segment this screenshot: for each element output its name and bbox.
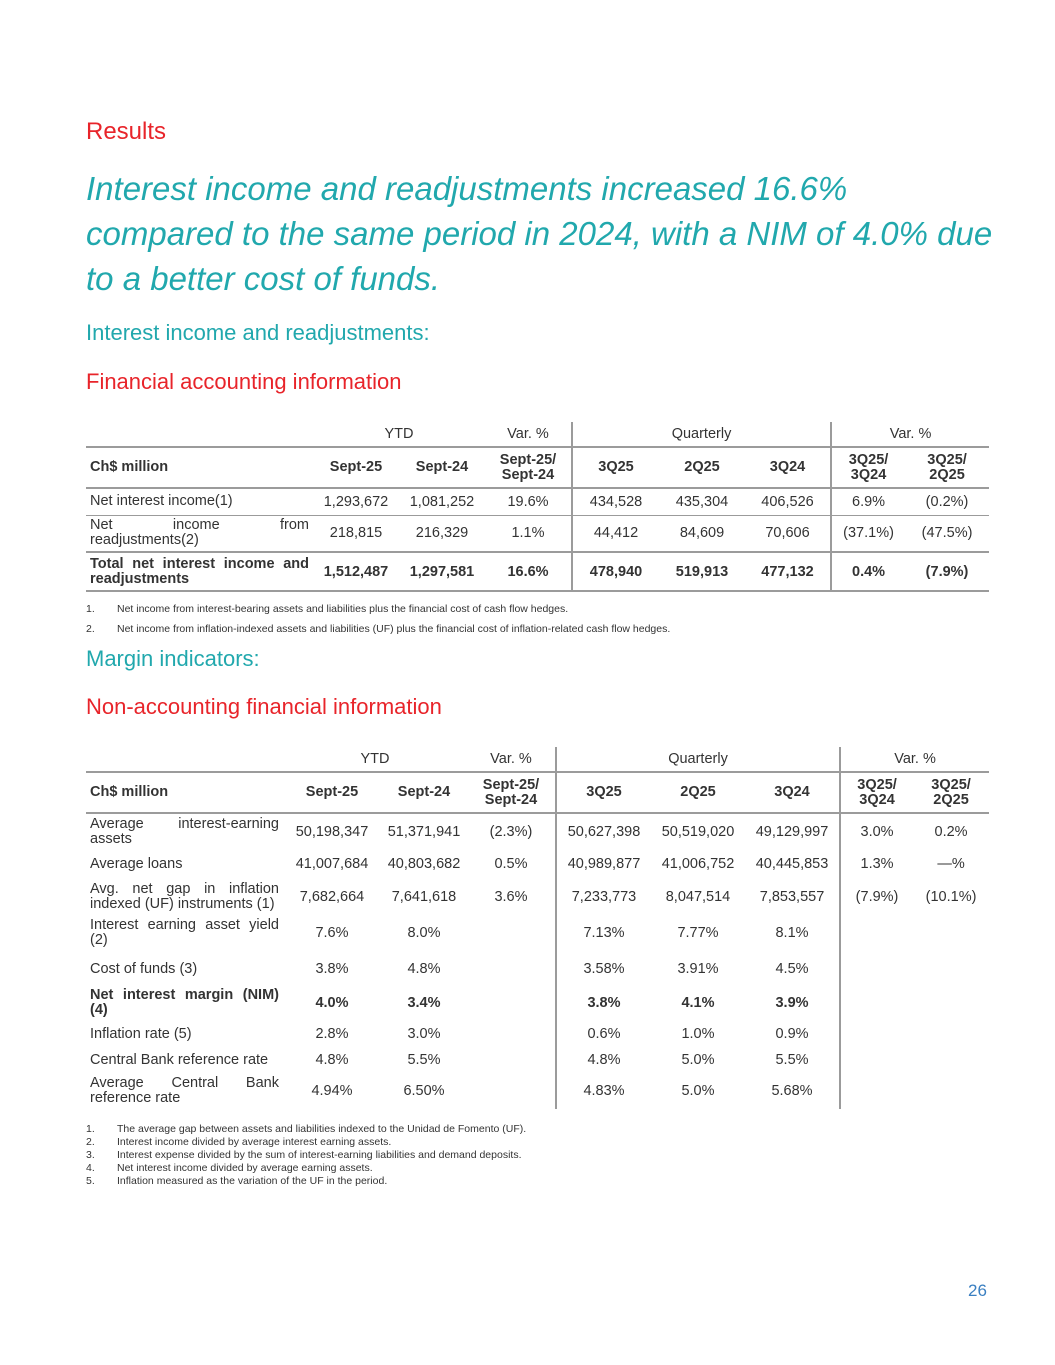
column-header: 3Q25/ 3Q24	[840, 772, 913, 813]
column-header: 3Q25	[556, 772, 651, 813]
cell: (47.5%)	[905, 515, 989, 552]
table-row-total	[86, 552, 989, 591]
table1-footnotes	[86, 599, 670, 639]
group-var: Var. %	[889, 426, 932, 442]
section-label: Results	[86, 118, 167, 145]
cell: 50,627,398	[567, 823, 641, 840]
cell: 16.6%	[485, 552, 572, 591]
cell	[913, 986, 989, 1020]
cell: 5.5%	[745, 1048, 840, 1072]
cell: 3.58%	[583, 961, 625, 977]
row-label: Net interest income(1)	[86, 488, 313, 515]
row-label: Average interest-earning assets	[90, 815, 279, 847]
cell: 40,445,853	[745, 849, 840, 879]
cell: (10.1%)	[925, 888, 977, 905]
cell: 5.0%	[681, 1082, 715, 1099]
cell: 435,304	[659, 488, 745, 515]
group-ytd: YTD	[360, 751, 390, 767]
block2-subtitle: Non-accounting financial information	[86, 694, 442, 719]
column-header: 2Q25	[659, 447, 745, 488]
cell	[913, 1048, 989, 1072]
cell: 19.6%	[485, 488, 572, 515]
block2-title: Margin indicators:	[86, 646, 260, 671]
cell: 218,815	[313, 515, 399, 552]
cell: 8,047,514	[665, 888, 731, 905]
cell: 434,528	[572, 488, 659, 515]
cell	[467, 1072, 556, 1109]
cell: 51,371,941	[387, 823, 461, 840]
table-row	[86, 515, 989, 552]
cell: 4.0%	[315, 995, 349, 1011]
cell: 4.8%	[315, 1052, 349, 1068]
table-row	[86, 914, 989, 952]
column-header: 2Q25	[651, 772, 745, 813]
interest-income-table	[86, 422, 989, 592]
cell: 84,609	[659, 515, 745, 552]
cell: (0.2%)	[905, 488, 989, 515]
cell	[840, 1020, 913, 1048]
cell: 49,129,997	[745, 813, 840, 849]
cell: 7,641,618	[391, 888, 457, 905]
cell: (7.9%)	[905, 552, 989, 591]
cell: 4.1%	[681, 995, 715, 1011]
cell	[467, 986, 556, 1020]
cell: 0.5%	[467, 849, 556, 879]
cell: 3.6%	[467, 879, 556, 914]
cell: 0.2%	[934, 823, 968, 840]
cell: 0.9%	[745, 1020, 840, 1048]
cell: 4.94%	[311, 1082, 353, 1099]
group-var: Var. %	[485, 422, 572, 447]
row-label: Average Central Bank reference rate	[90, 1074, 279, 1106]
table-row	[86, 1020, 989, 1048]
cell: (2.3%)	[467, 813, 556, 849]
column-header: 3Q25/ 2Q25	[905, 447, 989, 488]
page-number: 26	[968, 1281, 987, 1300]
cell	[467, 1020, 556, 1048]
cell: 2.8%	[315, 1026, 349, 1042]
cell: 3.9%	[745, 986, 840, 1020]
row-label: Average loans	[90, 855, 183, 872]
cell: 1.3%	[860, 856, 894, 872]
cell: 8.0%	[407, 925, 441, 941]
cell	[840, 986, 913, 1020]
cell: 7.6%	[315, 925, 349, 941]
cell: 1,297,581	[399, 552, 485, 591]
cell: 70,606	[745, 515, 831, 552]
column-header: Sept-25/ Sept-24	[467, 772, 556, 813]
footnote: 2. Interest income divided by average interest earning assets.	[86, 1136, 392, 1148]
cell: 41,006,752	[661, 856, 735, 872]
cell: 1.0%	[681, 1026, 715, 1042]
table-row	[86, 1072, 989, 1109]
cell	[913, 952, 989, 986]
cell: 6.50%	[403, 1082, 445, 1099]
cell: 40,989,877	[567, 856, 641, 872]
cell: 0.6%	[587, 1026, 621, 1042]
table-row	[86, 986, 989, 1020]
table2-footnotes	[86, 1123, 526, 1188]
footnote: 2. Net income from inflation-indexed assets and liabilities (UF) plus the financial cost of inflation-related cash flow hedges.	[86, 623, 671, 635]
margin-indicators-table	[86, 747, 989, 1109]
cell: 3.8%	[587, 995, 621, 1011]
cell: 1.1%	[485, 515, 572, 552]
cell: 4.8%	[407, 961, 441, 977]
cell: 44,412	[572, 515, 659, 552]
cell: 477,132	[745, 552, 831, 591]
cell: 478,940	[572, 552, 659, 591]
cell: 3.4%	[407, 995, 441, 1011]
group-ytd: YTD	[384, 426, 414, 442]
row-label: Net income from readjustments(2)	[86, 515, 313, 552]
block1-title: Interest income and readjustments:	[86, 320, 430, 345]
cell: 50,519,020	[661, 823, 735, 840]
column-header: 3Q25/ 2Q25	[913, 772, 989, 813]
footnote: 5. Inflation measured as the variation of the UF in the period.	[86, 1175, 388, 1187]
column-header: Ch$ million	[86, 772, 283, 813]
cell: 1,512,487	[313, 552, 399, 591]
column-header: 3Q24	[745, 447, 831, 488]
table-row	[86, 952, 989, 986]
cell	[467, 1048, 556, 1072]
cell: 1,293,672	[313, 488, 399, 515]
table-row	[86, 488, 989, 515]
cell	[913, 1072, 989, 1109]
block1-subtitle: Financial accounting information	[86, 369, 402, 394]
row-label: Inflation rate (5)	[90, 1025, 192, 1042]
cell: 4.8%	[587, 1052, 621, 1068]
column-header: 3Q24	[745, 772, 840, 813]
cell: 5.5%	[407, 1052, 441, 1068]
footnote: 4. Net interest income divided by average earning assets.	[86, 1162, 373, 1174]
cell: 7,682,664	[299, 888, 365, 905]
cell: 4.83%	[583, 1082, 625, 1099]
row-label: Interest earning asset yield (2)	[90, 917, 279, 948]
cell	[840, 952, 913, 986]
footnote: 1. Net income from interest-bearing assets and liabilities plus the financial cost of cash flow hedges.	[86, 603, 569, 615]
cell: 41,007,684	[295, 856, 369, 872]
cell: 5.68%	[745, 1072, 840, 1109]
footnote: 1. The average gap between assets and liabilities indexed to the Unidad de Fomento (UF).	[86, 1123, 527, 1135]
column-header: Sept-25/ Sept-24	[485, 447, 572, 488]
cell: 406,526	[745, 488, 831, 515]
cell: 7.77%	[677, 925, 719, 941]
footnote: 3. Interest expense divided by the sum of interest-earning liabilities and demand deposits.	[86, 1149, 522, 1161]
cell: 0.4%	[831, 552, 905, 591]
group-quarterly: Quarterly	[556, 747, 840, 772]
cell: 7,233,773	[571, 888, 637, 905]
column-header: Sept-24	[399, 447, 485, 488]
cell: 3.0%	[860, 823, 894, 840]
row-label: Cost of funds (3)	[90, 960, 198, 977]
cell	[467, 914, 556, 952]
cell: 50,198,347	[295, 823, 369, 840]
table-row	[86, 879, 989, 914]
cell	[840, 1072, 913, 1109]
cell: 216,329	[399, 515, 485, 552]
cell	[840, 1048, 913, 1072]
column-header: 3Q25	[572, 447, 659, 488]
cell	[467, 952, 556, 986]
row-label: Total net interest income and readjustments	[86, 552, 313, 591]
column-header: 3Q25/ 3Q24	[831, 447, 905, 488]
cell: 519,913	[659, 552, 745, 591]
cell	[913, 914, 989, 952]
cell: —%	[937, 856, 965, 872]
row-label: Central Bank reference rate	[90, 1051, 269, 1068]
cell	[913, 1020, 989, 1048]
group-var: Var. %	[894, 751, 936, 767]
cell: 4.5%	[745, 952, 840, 986]
cell: 3.91%	[677, 961, 719, 977]
column-header: Sept-25	[313, 447, 399, 488]
cell: 1,081,252	[399, 488, 485, 515]
column-header: Sept-24	[381, 772, 467, 813]
cell: (37.1%)	[831, 515, 905, 552]
cell: 40,803,682	[387, 856, 461, 872]
cell: 3.0%	[407, 1026, 441, 1042]
cell: 8.1%	[745, 914, 840, 952]
cell: (7.9%)	[855, 888, 899, 905]
column-header: Ch$ million	[86, 447, 313, 488]
group-quarterly: Quarterly	[572, 422, 831, 447]
cell: 7,853,557	[745, 879, 840, 914]
row-label: Net interest margin (NIM) (4)	[90, 987, 279, 1018]
cell: 5.0%	[681, 1052, 715, 1068]
table-row	[86, 1048, 989, 1072]
row-label: Avg. net gap in inflation indexed (UF) instruments (1)	[90, 880, 279, 912]
cell: 6.9%	[831, 488, 905, 515]
table-row	[86, 849, 989, 879]
cell: 3.8%	[315, 961, 349, 977]
group-var: Var. %	[467, 747, 556, 772]
headline: Interest income and readjustments increased 16.6% compared to the same period in 2024, with a NIM of 4.0% due to a better cost of funds.	[86, 170, 993, 297]
cell: 7.13%	[583, 925, 625, 941]
cell	[840, 914, 913, 952]
table-row	[86, 813, 989, 849]
column-header: Sept-25	[283, 772, 381, 813]
